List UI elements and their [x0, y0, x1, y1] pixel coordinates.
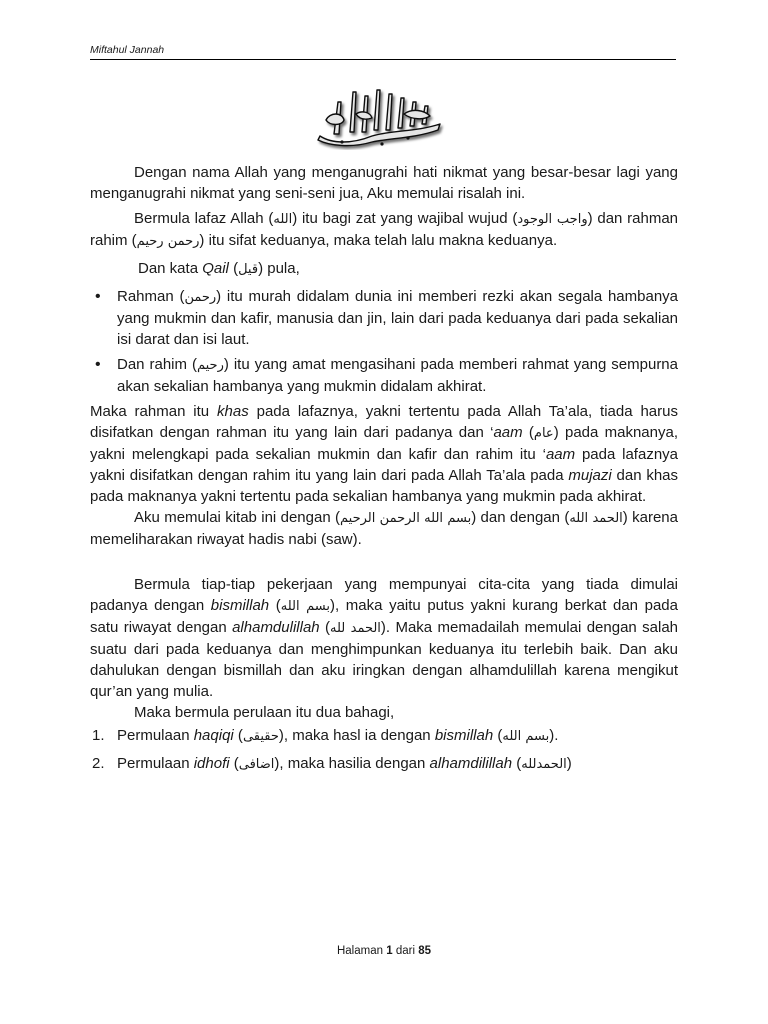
- header-divider: [90, 59, 676, 60]
- document-body: [90, 162, 678, 781]
- text-segment: dan khas pada maknanya yakni tertentu pada sekalian hambanya yang mukmin pada akhirat.: [90, 467, 679, 505]
- text-segment: (: [522, 424, 534, 441]
- italic-term: alhamdilillah: [429, 755, 513, 772]
- italic-term: aam: [545, 446, 576, 463]
- list-number: 2.: [92, 755, 105, 772]
- basmalah-calligraphy: [312, 84, 448, 150]
- text-segment: ), maka hasilia dengan: [274, 755, 430, 772]
- arabic-text: الحمد لله: [330, 621, 381, 636]
- arabic-text: رحمن رحيم: [136, 234, 200, 249]
- arabic-text: رحيم: [196, 358, 224, 373]
- text-segment: Dan kata: [138, 260, 203, 277]
- text-segment: ) itu sifat keduanya, maka telah lalu makna keduanya.: [199, 232, 558, 249]
- italic-term: khas: [217, 403, 249, 420]
- italic-term: Qail: [202, 260, 229, 277]
- text-segment: (: [319, 619, 331, 636]
- arabic-text: قيل: [238, 262, 259, 277]
- arabic-text: الله: [273, 212, 293, 227]
- text-segment: Maka rahman itu: [90, 403, 218, 420]
- footer-label: Halaman: [336, 945, 384, 957]
- paragraph-lafaz-allah: [90, 208, 678, 252]
- text-segment: Aku memulai kitab ini dengan (: [134, 509, 340, 526]
- list-item: [90, 725, 678, 747]
- list-item: [90, 354, 678, 397]
- text-segment: Dan rahim (: [117, 356, 197, 373]
- text-segment: Permulaan: [117, 755, 194, 772]
- paragraph-memulai-kitab: [90, 507, 678, 550]
- text-segment: (: [229, 755, 239, 772]
- numbered-list: [90, 725, 678, 775]
- paragraph-dua-bahagi: Maka bermula perulaan itu dua bahagi,: [134, 704, 395, 721]
- text-segment: ), maka yaitu putus yakni kurang berkat dan pada satu riwayat dengan: [90, 597, 678, 636]
- text-segment: Rahman (: [117, 288, 185, 305]
- arabic-text: رحمن: [184, 290, 217, 305]
- text-segment: ) pula,: [258, 260, 300, 277]
- text-segment: ) pada maknanya, yakni melengkapi pada sekalian mukmin dan kafir dan rahim itu ‘: [90, 424, 679, 463]
- paragraph-bismillah: [90, 574, 678, 702]
- arabic-text: واجب الوجود: [517, 212, 588, 227]
- page-footer: [0, 945, 768, 957]
- italic-term: bismillah: [210, 597, 270, 614]
- text-segment: Bermula lafaz Allah (: [134, 210, 274, 227]
- text-segment: (: [233, 727, 243, 744]
- text-segment: (: [228, 260, 239, 277]
- italic-term: alhamdulillah: [232, 619, 320, 636]
- list-item: [90, 753, 678, 775]
- list-number: 1.: [92, 727, 105, 744]
- italic-term: bismillah: [434, 727, 494, 744]
- text-segment: ) dan rahman rahim (: [90, 210, 679, 249]
- text-segment: ) itu murah didalam dunia ini memberi rezki akan segala hambanya yang mukmin dan kafir, manusia dan jin, lain dari pada keduanya dari pada sekalian isi darat dan isi laut.: [117, 288, 678, 348]
- paragraph-rahman-khas: [90, 401, 678, 507]
- arabic-text: بسم الله: [502, 729, 550, 744]
- header-author: Miftahul Jannah: [90, 44, 165, 56]
- text-segment: (: [493, 727, 503, 744]
- arabic-text: بسم الله: [280, 599, 331, 614]
- text-segment: ). Maka memadailah memulai dengan salah suatu dari pada keduanya dan menghimpunkan keduanya itu terlebih baik. Dan aku dahulukan dengan bismillah dan aku iringkan dengan alhamdulillah karena mengikut qur’an yang mulia.: [90, 619, 678, 700]
- italic-term: aam: [493, 424, 523, 441]
- current-page-number: 1: [386, 945, 393, 957]
- text-segment: ) dan dengan (: [471, 509, 570, 526]
- text-segment: (: [512, 755, 522, 772]
- list-item: [90, 286, 678, 350]
- arabic-text: الحمد الله: [569, 511, 623, 526]
- text-segment: ), maka hasl ia dengan: [278, 727, 435, 744]
- paragraph-kata-qail: [90, 258, 678, 280]
- text-segment: ).: [549, 727, 559, 744]
- text-segment: ) karena memeliharakan riwayat hadis nabi (saw).: [90, 509, 678, 548]
- text-segment: pada lafaznya, yakni tertentu pada Allah Ta’ala, tiada harus disifatkan dengan rahman itu yang lain dari padanya dan ‘: [90, 403, 678, 441]
- text-segment: ) itu yang amat mengasihani pada memberi rahmat yang sempurna akan sekalian hambanya yang mukmin didalam akhirat.: [117, 356, 678, 395]
- text-segment: pada lafaznya yakni disifatkan dengan rahim itu yang lain dari pada Allah Ta’ala pada: [90, 446, 679, 484]
- text-segment: (: [269, 597, 281, 614]
- basmalah-calligraphy-image: [312, 84, 448, 150]
- arabic-text: الحمدلله: [521, 757, 567, 772]
- italic-term: haqiqi: [193, 727, 234, 744]
- italic-term: idhofi: [193, 755, 230, 772]
- arabic-text: حقيقى: [242, 729, 279, 744]
- italic-term: mujazi: [568, 467, 612, 484]
- bullet-list: [90, 286, 678, 397]
- arabic-text: بسم الله الرحمن الرحيم: [340, 511, 472, 526]
- paragraph-intro: Dengan nama Allah yang menganugrahi hati nikmat yang besar-besar lagi yang menganugrahi nikmat yang seni-seni jua, Aku memulai risalah ini.: [90, 164, 678, 202]
- text-segment: Permulaan: [117, 727, 194, 744]
- footer-label: dari: [395, 945, 416, 957]
- text-segment: ): [566, 755, 572, 772]
- arabic-text: عام: [533, 426, 554, 441]
- blank-line: [90, 556, 678, 574]
- arabic-text: اضافى: [238, 757, 275, 772]
- text-segment: ) itu bagi zat yang wajibal wujud (: [292, 210, 518, 227]
- text-segment: Bermula tiap-tiap pekerjaan yang mempunyai cita-cita yang tiada dimulai padanya dengan: [90, 576, 678, 614]
- total-page-count: 85: [418, 945, 432, 957]
